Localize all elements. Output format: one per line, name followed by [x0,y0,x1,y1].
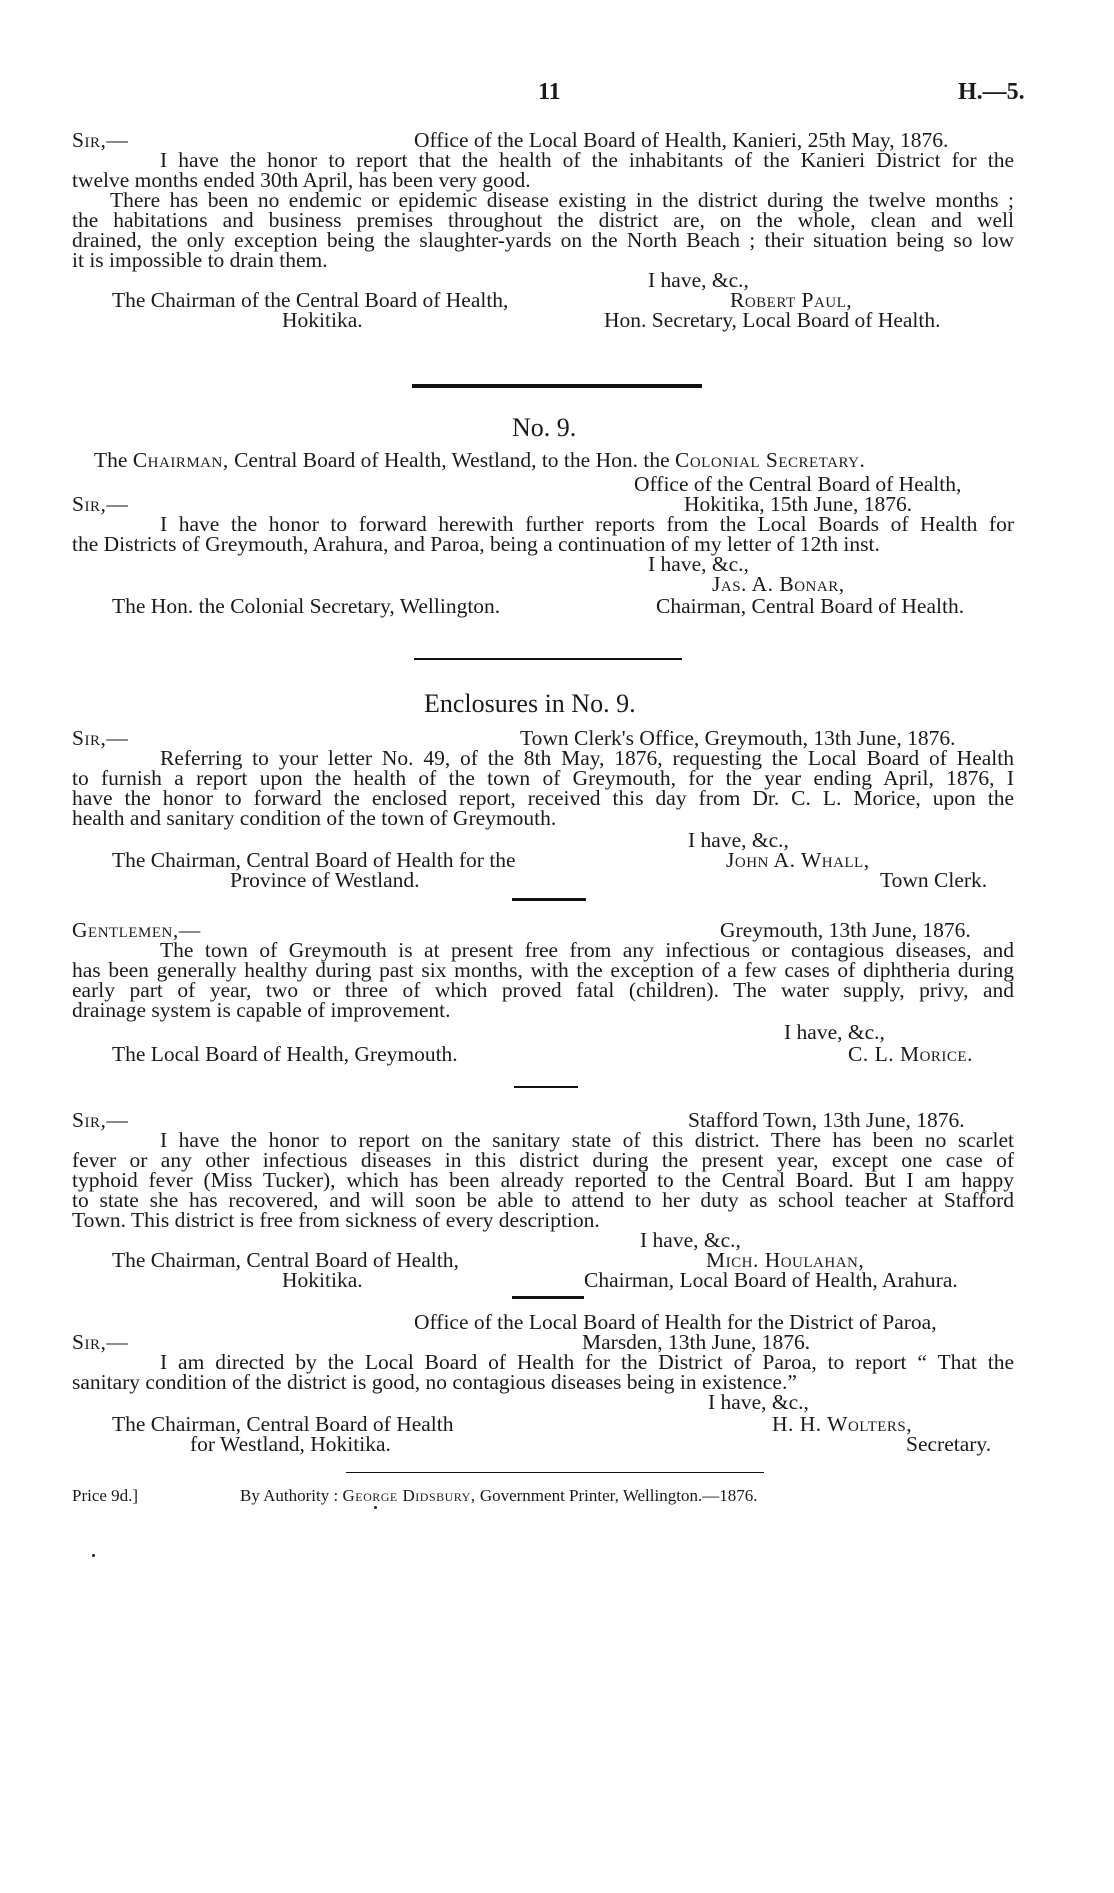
letter-d-signer-title: Secretary. [906,1432,992,1456]
letter1-line-3: There has been no endemic or epidemic disease existing in the district during the twelve months ; [110,188,1014,212]
letter-b-addressee: The Local Board of Health, Greymouth. [112,1042,458,1066]
letter-a-salutation: Sir,— [72,726,129,750]
letter1-line-5: drained, the only exception being the slaughter-yards on the North Beach ; their situation being so low [72,228,1014,252]
letter-divider [514,1086,578,1088]
letter-b-line-4: drainage system is capable of improvement. [72,998,451,1022]
letter-d-salutation: Sir,— [72,1330,129,1354]
section-divider [412,384,702,388]
imprint-printer-name: George Didsbury, [342,1486,476,1505]
printer-imprint [240,1486,757,1506]
no9-route-middle: Central Board of Health, Westland, to the Hon. the [234,448,670,472]
no9-route-prefix: The [94,448,128,472]
letter-divider [512,898,586,901]
letter-d-signer: H. H. Wolters, [772,1412,913,1436]
letter1-addressee-1: The Chairman of the Central Board of Health, [112,288,509,312]
letter1-dateline: Office of the Local Board of Health, Kanieri, 25th May, 1876. [414,128,949,152]
letter-c-dateline: Stafford Town, 13th June, 1876. [688,1108,965,1132]
letter1-line-2: twelve months ended 30th April, has been very good. [72,168,531,192]
letter-a-addressee-1: The Chairman, Central Board of Health for the [112,848,516,872]
no9-route-to: Colonial Secretary. [675,448,866,472]
letter-d-closing: I have, &c., [708,1390,809,1414]
letter-a-addressee-2: Province of Westland. [230,868,420,892]
letter1-closing: I have, &c., [648,268,749,292]
letter-a-signer: John A. Whall, [726,848,870,872]
letter-b-line-1: The town of Greymouth is at present free from any infectious or contagious diseases, and [160,938,1014,962]
no9-signer-title: Chairman, Central Board of Health. [656,594,965,618]
letter-c-addressee-1: The Chairman, Central Board of Health, [112,1248,459,1272]
print-speck [92,1554,95,1557]
letter-d-dateline-1: Office of the Local Board of Health for the District of Paroa, [414,1310,937,1334]
letter-c-line-1: I have the honor to report on the sanitary state of this district. There has been no scarlet [160,1128,1014,1152]
no9-addressee: The Hon. the Colonial Secretary, Wellington. [112,594,501,618]
letter-a-closing: I have, &c., [688,828,789,852]
letter-b-line-2: has been generally healthy during past six months, with the exception of a few cases of diphtheria during [72,958,1014,982]
enclosures-heading: Enclosures in No. 9. [424,689,636,718]
print-speck [374,1506,377,1509]
letter-c-addressee-2: Hokitika. [282,1268,363,1292]
no9-routing-line [94,450,865,470]
no9-heading: No. 9. [512,413,577,442]
letter-d-addressee-1: The Chairman, Central Board of Health [112,1412,454,1436]
letter-a-signer-title: Town Clerk. [880,868,988,892]
letter-c-signer: Mich. Houlahan, [706,1248,865,1272]
no9-salutation: Sir,— [72,492,129,516]
imprint-printer-location: Government Printer, Wellington.—1876. [479,1486,758,1505]
letter1-line-4: the habitations and business premises throughout the district are, on the whole, clean and well [72,208,1014,232]
no9-dateline-2: Hokitika, 15th June, 1876. [684,492,913,516]
letter-c-salutation: Sir,— [72,1108,129,1132]
letter1-salutation: Sir,— [72,128,129,152]
letter1-signer-title: Hon. Secretary, Local Board of Health. [604,308,941,332]
letter-b-salutation: Gentlemen,— [72,918,201,942]
footer-rule [346,1472,764,1473]
letter-c-line-4: to state she has recovered, and will soon be able to attend to her duty as school teacher at Stafford [72,1188,1014,1212]
letter-c-line-3: typhoid fever (Miss Tucker), which has been already reported to the Central Board. But I am happy [72,1168,1014,1192]
letter-divider [512,1296,584,1299]
letter-a-line-1: Referring to your letter No. 49, of the 8th May, 1876, requesting the Local Board of Health [160,746,1014,770]
letter1-line-6: it is impossible to drain them. [72,248,328,272]
no9-dateline-1: Office of the Central Board of Health, [634,472,962,496]
letter-b-line-3: early part of year, two or three of which proved fatal (children). The water supply, privy, and [72,978,1014,1002]
no9-signer: Jas. A. Bonar, [712,572,845,596]
no9-closing: I have, &c., [648,552,749,576]
letter-c-line-2: fever or any other infectious diseases in this district during the present year, except one case of [72,1148,1014,1172]
letter-a-line-4: health and sanitary condition of the town of Greymouth. [72,806,557,830]
letter-b-closing: I have, &c., [784,1020,885,1044]
no9-line-2: the Districts of Greymouth, Arahura, and Paroa, being a continuation of my letter of 12th inst. [72,532,880,556]
letter-d-addressee-2: for Westland, Hokitika. [190,1432,391,1456]
page-number: 11 [538,79,561,105]
letter1-line-1: I have the honor to report that the health of the inhabitants of the Kanieri District for the [160,148,1014,172]
letter-a-line-2: to furnish a report upon the health of the town of Greymouth, for the year ending April, 1876, I [72,766,1014,790]
letter-d-line-2: sanitary condition of the district is good, no contagious diseases being in existence.” [72,1370,797,1394]
letter1-addressee-2: Hokitika. [282,308,363,332]
letter-c-closing: I have, &c., [640,1228,741,1252]
imprint-authority: By Authority : [240,1486,339,1505]
letter-b-signer: C. L. Morice. [848,1042,973,1066]
letter-c-signer-title: Chairman, Local Board of Health, Arahura. [584,1268,958,1292]
letter-b-dateline: Greymouth, 13th June, 1876. [720,918,971,942]
letter-a-line-3: have the honor to forward the enclosed report, received this day from Dr. C. L. Morice, upon the [72,786,1014,810]
letter1-signer: Robert Paul, [730,288,853,312]
letter-a-dateline: Town Clerk's Office, Greymouth, 13th June, 1876. [520,726,956,750]
letter-c-line-5: Town. This district is free from sickness of every description. [72,1208,600,1232]
no9-route-from: Chairman, [132,448,229,472]
document-reference: H.—5. [958,79,1025,105]
section-divider [414,658,682,660]
price-label: Price 9d.] [72,1486,139,1505]
letter-d-dateline-2: Marsden, 13th June, 1876. [582,1330,811,1354]
no9-line-1: I have the honor to forward herewith further reports from the Local Boards of Health for [160,512,1014,536]
letter-d-line-1: I am directed by the Local Board of Health for the District of Paroa, to report “ That the [160,1350,1014,1374]
